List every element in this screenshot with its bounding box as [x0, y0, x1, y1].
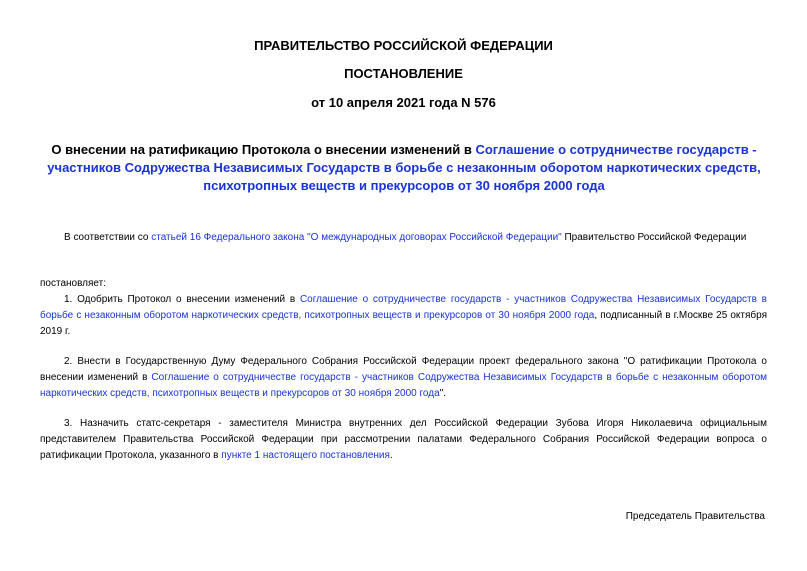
government-heading: ПРАВИТЕЛЬСТВО РОССИЙСКОЙ ФЕДЕРАЦИИ	[254, 38, 553, 53]
title-agreement-link[interactable]: Соглашение о сотрудничестве государств - участников Содружества Независимых Государств в борьбе с незаконным оборотом наркотических средств, психотропных веществ и прекурсоров от 30 ноября 2000 года	[47, 142, 761, 193]
document-type-heading: ПОСТАНОВЛЕНИЕ	[344, 66, 463, 81]
signature-title: Председатель Правительства	[625, 511, 765, 522]
item-3-paragraph	[40, 416, 767, 464]
item-3-tail: .	[389, 450, 393, 461]
item-2-tail: ".	[439, 388, 447, 399]
title-text: О внесении на ратификацию Протокола о внесении изменений в	[51, 142, 476, 157]
preamble-tail: Правительство Российской Федерации	[561, 232, 747, 243]
item-2-agreement-link[interactable]: Соглашение о сотрудничестве государств - участников Содружества Независимых Государств в борьбе с незаконным оборотом наркотических средств, психотропных веществ и прекурсоров от 30 ноября 2000 года	[40, 372, 768, 399]
item-3-lead: 3. Назначить статс-секретаря - заместителя Министра внутренних дел Российской Федерации Зубова Игоря Николаевича официальным представителем Правительства Российской Федерации при рассмотрении палатами Федерального Собрания Российской Федерации вопроса о ратификации Протокола, указанного в	[40, 418, 767, 461]
resolves-text: постановляет:	[40, 278, 107, 289]
item-1-paragraph	[40, 292, 767, 340]
item-1-agreement-link[interactable]: Соглашение о сотрудничестве государств - участников Содружества Независимых Государств в борьбе с незаконным оборотом наркотических средств, психотропных веществ и прекурсоров от 30 ноября 2000 года	[40, 294, 767, 321]
date-number-heading: от 10 апреля 2021 года N 576	[311, 95, 496, 110]
item-1-lead: 1. Одобрить Протокол о внесении изменений в	[64, 294, 300, 305]
federal-law-article-link[interactable]: статьей 16 Федерального закона "О международных договорах Российской Федерации"	[151, 232, 562, 243]
preamble-paragraph	[40, 230, 767, 246]
item-1-tail: , подписанный в г.Москве 25 октября 2019 г.	[40, 310, 767, 337]
item-2-lead: 2. Внести в Государственную Думу Федерального Собрания Российской Федерации проект федерального закона "О ратификации Протокола о внесении изменений в	[40, 356, 767, 383]
document-title	[40, 141, 768, 195]
item-2-paragraph	[40, 354, 767, 402]
item-1-reference-link[interactable]: пункте 1 настоящего постановления	[221, 450, 390, 461]
preamble-lead: В соответствии со	[64, 232, 152, 243]
